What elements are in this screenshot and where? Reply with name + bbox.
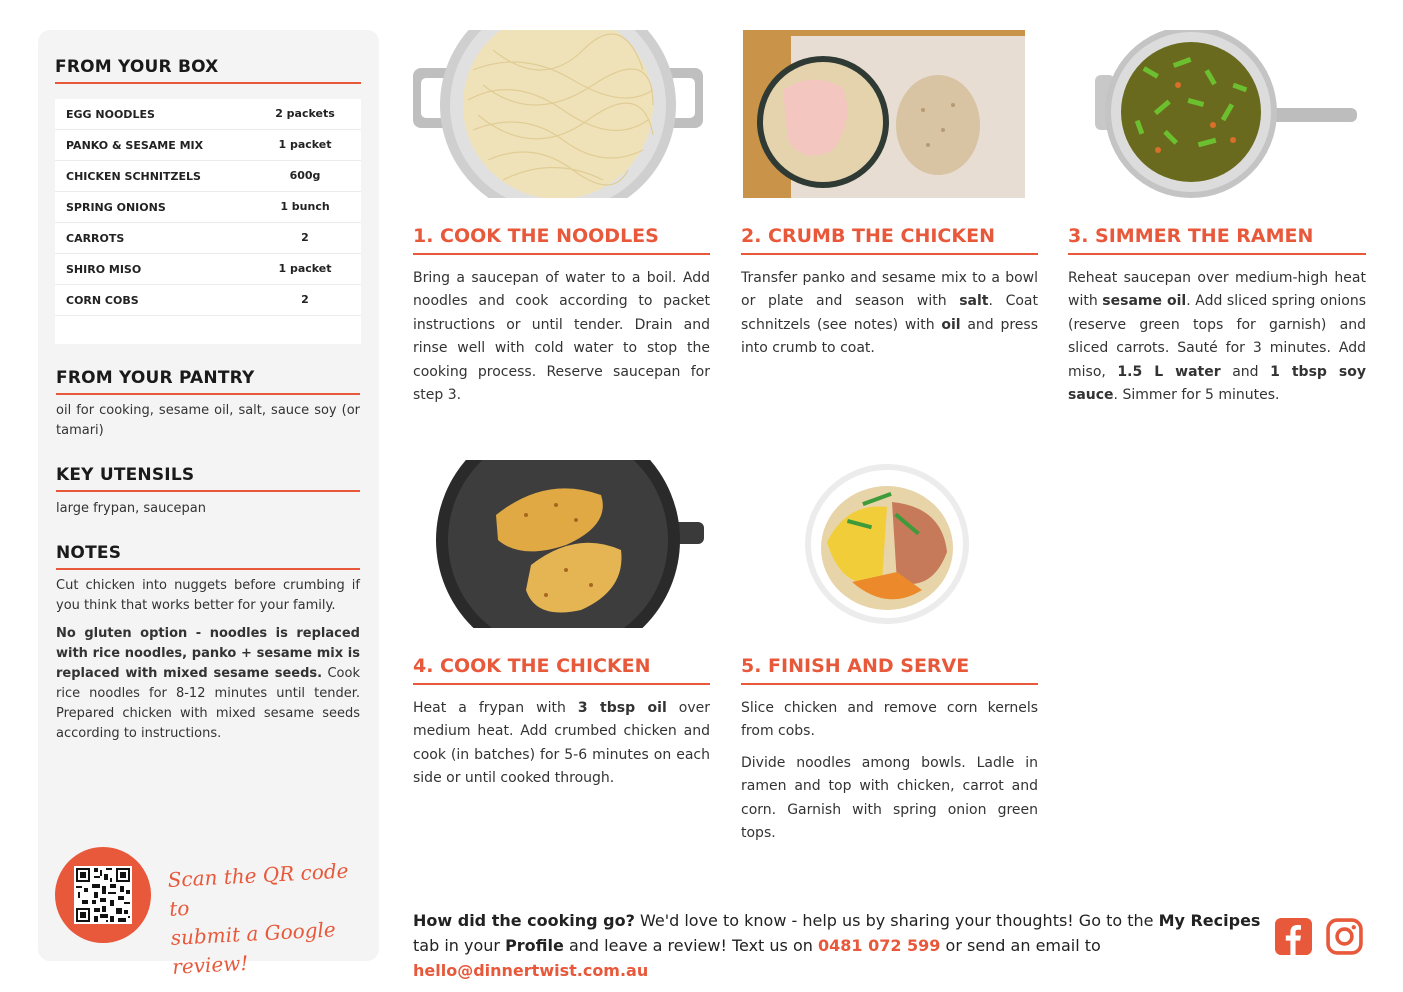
step-5-title: 5. FINISH AND SERVE bbox=[741, 655, 970, 677]
instagram-icon[interactable] bbox=[1326, 918, 1363, 955]
table-row bbox=[55, 254, 361, 285]
review-footer bbox=[413, 908, 1263, 983]
my-recipes-link[interactable]: My Recipes bbox=[1158, 911, 1261, 930]
step-4-text bbox=[413, 697, 710, 791]
divider bbox=[741, 253, 1038, 255]
step-1-title: 1. COOK THE NOODLES bbox=[413, 225, 659, 247]
frypan-chicken-photo bbox=[436, 460, 704, 628]
noodles-photo bbox=[413, 30, 703, 198]
divider bbox=[1068, 253, 1366, 255]
step-3-title: 3. SIMMER THE RAMEN bbox=[1068, 225, 1314, 247]
divider bbox=[413, 683, 710, 685]
ingredient-name: CARROTS bbox=[66, 232, 125, 245]
divider bbox=[56, 568, 360, 570]
from-your-box-title: FROM YOUR BOX bbox=[55, 57, 219, 77]
crumb-chicken-photo bbox=[743, 30, 1025, 198]
text-run-bold: sesame oil bbox=[1102, 293, 1187, 310]
phone-link[interactable]: 0481 072 599 bbox=[817, 936, 941, 955]
text-run: over medium heat. Add crumbed chicken and cook (in batches) for 5-6 minutes on each side or until cooked through. bbox=[413, 700, 710, 787]
text-run: Heat a frypan with bbox=[413, 700, 578, 716]
ingredient-name: SPRING ONIONS bbox=[66, 201, 166, 214]
footer-question: How did the cooking go? bbox=[413, 911, 635, 930]
profile-link[interactable]: Profile bbox=[505, 936, 564, 955]
key-utensils-title: KEY UTENSILS bbox=[56, 465, 195, 485]
text-run: or send an email to bbox=[940, 936, 1101, 955]
table-row bbox=[55, 192, 361, 223]
step-5-text-2: Divide noodles among bowls. Ladle in ramen and top with chicken, carrot and corn. Garnish with spring onion green tops. bbox=[741, 755, 1038, 842]
text-run: . Add sliced spring onions (reserve green tops for garnish) and sliced carrots. Sauté for 3 minutes. Add miso, bbox=[1068, 293, 1367, 380]
utensils-text: large frypan, saucepan bbox=[56, 501, 206, 516]
step-5-text-1: Slice chicken and remove corn kernels from cobs. bbox=[741, 700, 1038, 740]
qr-review-caption bbox=[167, 856, 373, 982]
step-2-text bbox=[741, 267, 1038, 361]
text-run: and bbox=[1220, 363, 1271, 380]
ingredient-name: CHICKEN SCHNITZELS bbox=[66, 170, 201, 183]
divider bbox=[55, 82, 361, 84]
text-run: tab in your bbox=[413, 936, 506, 955]
ingredients-table bbox=[55, 99, 361, 344]
table-row bbox=[55, 130, 361, 161]
divider bbox=[741, 683, 1038, 685]
text-run-bold: 1.5 L water bbox=[1117, 363, 1221, 380]
step-4-title: 4. COOK THE CHICKEN bbox=[413, 655, 651, 677]
qr-caption-line-2: submit a Google review! bbox=[170, 917, 337, 979]
text-run: We'd love to know - help us by sharing your thoughts! Go to the bbox=[634, 911, 1159, 930]
table-row bbox=[55, 161, 361, 192]
qr-badge bbox=[55, 847, 151, 943]
finished-bowl-photo bbox=[802, 462, 972, 626]
email-link[interactable]: hello@dinnertwist.com.au bbox=[413, 961, 649, 980]
ingredient-qty: 2 bbox=[301, 293, 309, 306]
text-run: . Simmer for 5 minutes. bbox=[1113, 387, 1280, 404]
text-run: Transfer panko and sesame mix to a bowl or plate and season with bbox=[741, 270, 1038, 310]
qr-caption-line-1: Scan the QR code to bbox=[167, 858, 349, 921]
ingredient-name: CORN COBS bbox=[66, 294, 139, 307]
text-run-bold: 3 tbsp oil bbox=[577, 700, 667, 716]
ingredient-qty: 2 bbox=[301, 231, 309, 244]
gluten-free-note-detail: Cook rice noodles for 8-12 minutes until tender. Prepared chicken with mixed sesame seeds according to instructions. bbox=[56, 666, 360, 741]
divider bbox=[56, 393, 360, 395]
from-your-pantry-title: FROM YOUR PANTRY bbox=[56, 368, 255, 388]
text-run: and press into crumb to coat. bbox=[741, 316, 1039, 357]
ingredient-qty: 600g bbox=[289, 169, 321, 182]
ingredient-qty: 2 packets bbox=[275, 107, 335, 120]
gluten-free-note: No gluten option - noodles is replaced with rice noodles, panko + sesame mix is replaced with mixed sesame seeds. bbox=[56, 626, 360, 681]
ingredient-name: SHIRO MISO bbox=[66, 263, 142, 276]
text-run-bold: 1 tbsp soy sauce bbox=[1068, 363, 1367, 404]
notes-text-2 bbox=[56, 624, 360, 744]
ramen-pot-photo bbox=[1093, 30, 1357, 198]
ingredient-qty: 1 packet bbox=[278, 138, 332, 151]
notes-text-1: Cut chicken into nuggets before crumbing if you think that works better for your family. bbox=[56, 578, 360, 613]
ingredient-qty: 1 packet bbox=[278, 262, 332, 275]
table-row bbox=[55, 99, 361, 130]
step-1-text: Bring a saucepan of water to a boil. Add noodles and cook according to packet instructions or until tender. Drain and rinse well with cold water to stop the cooking process. Reserve saucepan for step 3. bbox=[413, 270, 710, 404]
qr-code-icon[interactable] bbox=[74, 866, 132, 924]
ingredient-name: EGG NOODLES bbox=[66, 108, 155, 121]
text-run: Reheat saucepan over medium-high heat with bbox=[1068, 270, 1366, 310]
text-run: and leave a review! Text us on bbox=[563, 936, 818, 955]
pantry-text: oil for cooking, sesame oil, salt, sauce soy (or tamari) bbox=[56, 403, 360, 438]
notes-title: NOTES bbox=[56, 543, 122, 563]
text-run-bold: oil bbox=[941, 316, 961, 333]
text-run-bold: salt bbox=[959, 293, 989, 310]
text-run: . Coat schnitzels (see notes) with bbox=[741, 293, 1038, 333]
table-row bbox=[55, 285, 361, 316]
facebook-icon[interactable] bbox=[1275, 918, 1312, 955]
ingredient-name: PANKO & SESAME MIX bbox=[66, 139, 204, 152]
table-row bbox=[55, 223, 361, 254]
step-3-text bbox=[1068, 267, 1366, 407]
divider bbox=[56, 490, 360, 492]
step-2-title: 2. CRUMB THE CHICKEN bbox=[741, 225, 995, 247]
divider bbox=[413, 253, 710, 255]
ingredient-qty: 1 bunch bbox=[280, 200, 330, 213]
